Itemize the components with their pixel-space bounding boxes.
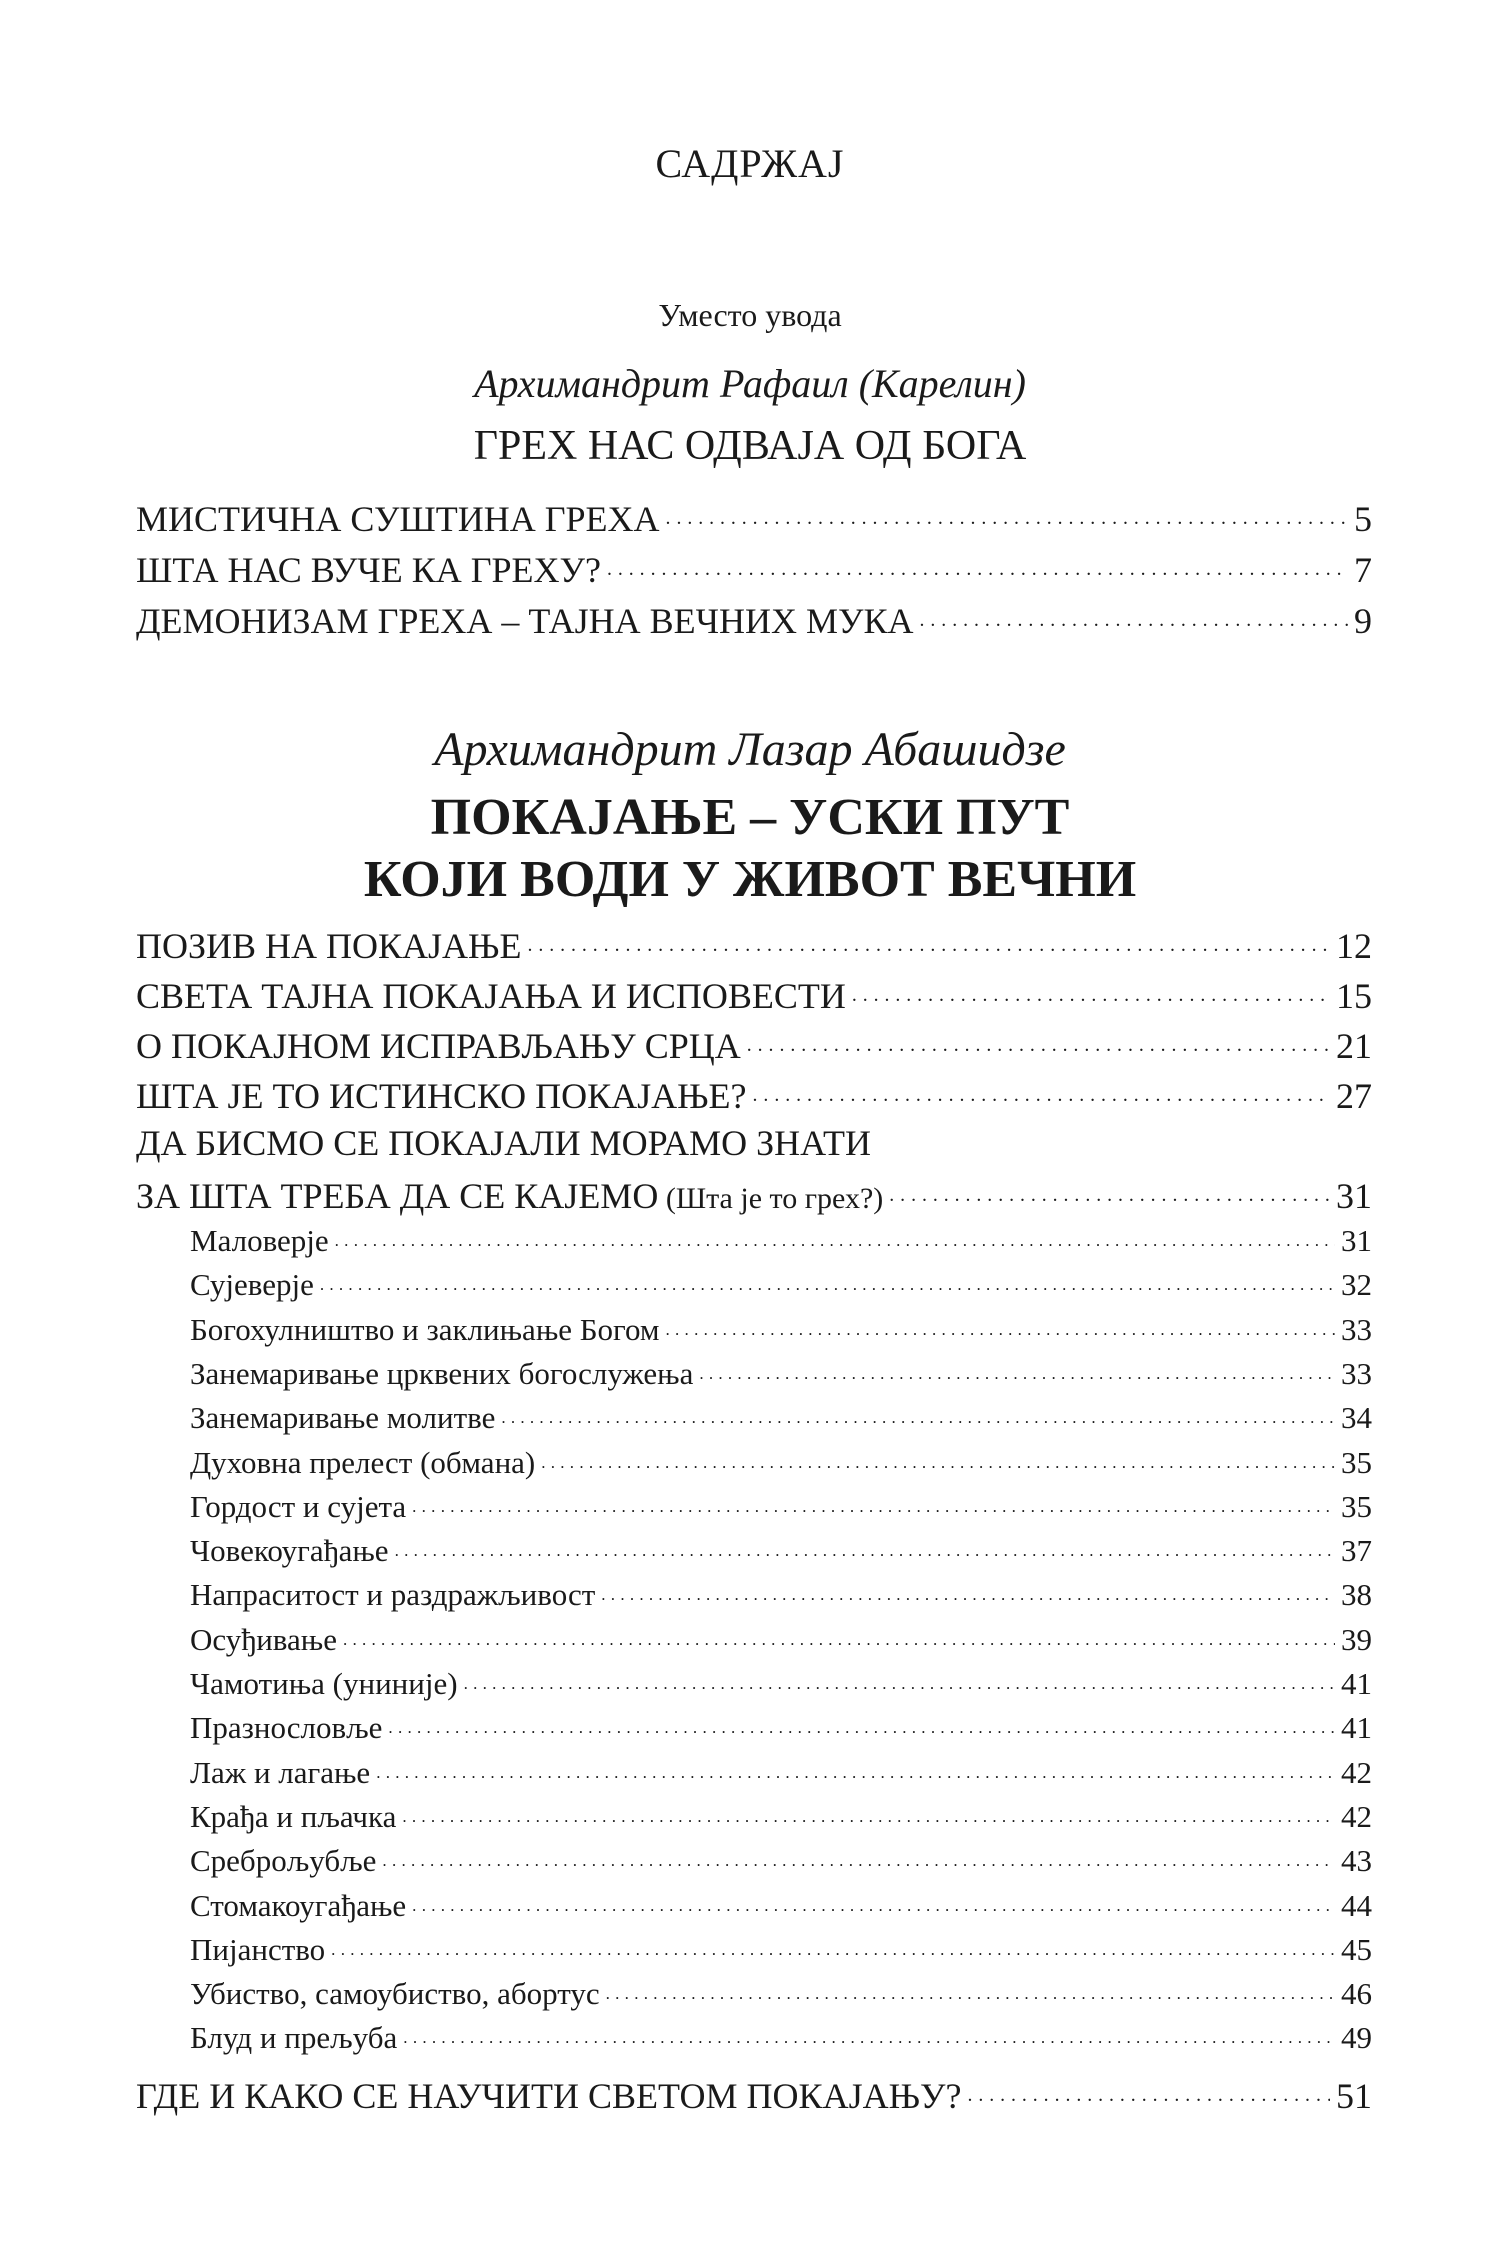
toc-entry-label: Крађа и пљачка	[190, 1799, 397, 1834]
toc-entry-page: 38	[1341, 1577, 1372, 1612]
toc-entry-label: Богохулништво и заклињање Богом	[190, 1312, 660, 1347]
toc-entry-label: ДЕМОНИЗАМ ГРЕХА – ТАЈНА ВЕЧНИХ МУКА	[136, 601, 914, 641]
toc-entry-page: 41	[1341, 1710, 1372, 1745]
dot-leader	[388, 1707, 1335, 1738]
toc-entry-label: Блуд и прељуба	[190, 2020, 398, 2055]
toc-entry-page: 44	[1341, 1888, 1372, 1923]
toc-entry-label: Осуђивање	[190, 1622, 337, 1657]
toc-entry-page: 33	[1341, 1356, 1372, 1391]
toc-entry[interactable]	[136, 1072, 1372, 1117]
toc-entry-page: 31	[1336, 1176, 1372, 1216]
intro-label: Уместо увода	[658, 297, 842, 333]
toc-entry-page: 15	[1336, 976, 1372, 1016]
dot-leader	[395, 1530, 1335, 1561]
toc-entry-label: Човекоугађање	[190, 1533, 389, 1568]
toc-entry-page: 37	[1341, 1533, 1372, 1568]
toc-subentry[interactable]	[190, 1530, 1372, 1569]
toc-entry-label: Занемаривање молитве	[190, 1400, 496, 1435]
toc-entry-page: 42	[1341, 1755, 1372, 1790]
part2-title-line1: ПОКАЈАЊЕ – УСКИ ПУТ	[430, 789, 1070, 846]
toc-entry-page: 35	[1341, 1445, 1372, 1480]
dot-leader	[541, 1442, 1335, 1473]
dot-leader	[382, 1840, 1335, 1871]
toc-entry-page: 51	[1336, 2076, 1372, 2116]
dot-leader	[320, 1264, 1335, 1295]
toc-subentry[interactable]	[190, 1264, 1372, 1303]
toc-subentry[interactable]	[190, 1840, 1372, 1879]
toc-subentry[interactable]	[190, 1309, 1372, 1348]
toc-entry-label: Убиство, самоубиство, абортус	[190, 1976, 600, 2011]
toc-entry-label: Чамотиња (униније)	[190, 1666, 458, 1701]
toc-subentry[interactable]	[190, 1486, 1372, 1525]
toc-entry-label: Среброљубље	[190, 1843, 377, 1878]
toc-entry[interactable]	[136, 1172, 1372, 1217]
toc-entry-page: 34	[1341, 1400, 1372, 1435]
part1-author: Архимандрит Рафаил (Карелин)	[474, 361, 1026, 406]
dot-leader	[967, 2072, 1330, 2108]
dot-leader	[606, 1973, 1335, 2004]
dot-leader	[920, 597, 1348, 633]
dot-leader	[666, 495, 1348, 531]
toc-subentry[interactable]	[190, 1752, 1372, 1791]
toc-entry-label: ШТА НАС ВУЧЕ КА ГРЕХУ?	[136, 550, 601, 590]
toc-entry[interactable]	[136, 1122, 1372, 1164]
page-title: САДРЖАЈ	[655, 141, 845, 186]
toc-subentry[interactable]	[190, 1707, 1372, 1746]
toc-entry-page: 42	[1341, 1799, 1372, 1834]
toc-subentry[interactable]	[190, 1220, 1372, 1259]
dot-leader	[343, 1619, 1335, 1650]
toc-entry-label: ДА БИСМО СЕ ПОКАЈАЛИ МОРАМО ЗНАТИ	[136, 1123, 871, 1163]
toc-entry-note: (Шта је то грех?)	[658, 1182, 884, 1215]
toc-entry-page: 46	[1341, 1976, 1372, 2011]
toc-entry-label: МИСТИЧНА СУШТИНА ГРЕХА	[136, 499, 660, 539]
toc-entry[interactable]	[136, 922, 1372, 967]
toc-entry-label: Сујеверје	[190, 1267, 314, 1302]
dot-leader	[464, 1663, 1335, 1694]
toc-entry-label: О ПОКАЈНОМ ИСПРАВЉАЊУ СРЦА	[136, 1026, 741, 1066]
toc-subentry[interactable]	[190, 1973, 1372, 2012]
toc-entry-page: 5	[1354, 499, 1372, 539]
toc-subentry[interactable]	[190, 1442, 1372, 1481]
toc-entry-page: 32	[1341, 1267, 1372, 1302]
dot-leader	[412, 1486, 1335, 1517]
toc-entry-page: 39	[1341, 1622, 1372, 1657]
dot-leader	[501, 1397, 1335, 1428]
dot-leader	[747, 1022, 1330, 1058]
part2-author: Архимандрит Лазар Абашидзе	[434, 723, 1066, 776]
toc-entry-label: Стомакоугађање	[190, 1888, 407, 1923]
dot-leader	[889, 1172, 1330, 1208]
part2-title-line2: КОЈИ ВОДИ У ЖИВОТ ВЕЧНИ	[363, 851, 1137, 908]
toc-entry-label: Празнословље	[190, 1710, 383, 1745]
dot-leader	[412, 1885, 1335, 1916]
toc-subentry[interactable]	[190, 1397, 1372, 1436]
toc-entry-page: 21	[1336, 1026, 1372, 1066]
toc-entry[interactable]	[136, 1022, 1372, 1067]
toc-entry-label: ЗА ШТА ТРЕБА ДА СЕ КАЈЕМО	[136, 1176, 659, 1216]
toc-subentry[interactable]	[190, 2017, 1372, 2056]
toc-subentry[interactable]	[190, 1619, 1372, 1658]
toc-entry-label: Маловерје	[190, 1223, 329, 1258]
toc-subentry[interactable]	[190, 1796, 1372, 1835]
dot-leader	[699, 1353, 1335, 1384]
toc-entry-label: Лаж и лагање	[190, 1755, 371, 1790]
toc-subentry[interactable]	[190, 1574, 1372, 1613]
toc-entry[interactable]	[136, 495, 1372, 540]
toc-entry-page: 43	[1341, 1843, 1372, 1878]
dot-leader	[376, 1752, 1335, 1783]
toc-subentry[interactable]	[190, 1663, 1372, 1702]
toc-entry-page: 33	[1341, 1312, 1372, 1347]
toc-entry-label: Занемаривање црквених богослужења	[190, 1356, 694, 1391]
toc-entry-label: ПОЗИВ НА ПОКАЈАЊЕ	[136, 926, 522, 966]
dot-leader	[335, 1220, 1335, 1251]
toc-entry-page: 7	[1354, 550, 1372, 590]
toc-entry-label: СВЕТА ТАЈНА ПОКАЈАЊА И ИСПОВЕСТИ	[136, 976, 846, 1016]
part1-title: ГРЕХ НАС ОДВАЈА ОД БОГА	[473, 423, 1027, 469]
dot-leader	[601, 1574, 1335, 1605]
toc-entry-page: 49	[1341, 2020, 1372, 2055]
toc-entry-label: ШТА ЈЕ ТО ИСТИНСКО ПОКАЈАЊЕ?	[136, 1076, 747, 1116]
toc-entry[interactable]	[136, 972, 1372, 1017]
dot-leader	[403, 2017, 1335, 2048]
dot-leader	[607, 546, 1348, 582]
dot-leader	[753, 1072, 1330, 1108]
toc-entry-label: Пијанство	[190, 1932, 326, 1967]
dot-leader	[666, 1309, 1335, 1340]
toc-entry[interactable]	[136, 597, 1372, 642]
toc-entry-page: 9	[1354, 601, 1372, 641]
toc-entry[interactable]	[136, 546, 1372, 591]
toc-entry-label: ГДЕ И КАКО СЕ НАУЧИТИ СВЕТОМ ПОКАЈАЊУ?	[136, 2076, 962, 2116]
dot-leader	[527, 922, 1330, 958]
toc-entry-page: 12	[1336, 926, 1372, 966]
toc-subentry[interactable]	[190, 1929, 1372, 1968]
dot-leader	[852, 972, 1330, 1008]
toc-entry-page: 45	[1341, 1932, 1372, 1967]
toc-entry-label: Напраситост и раздражљивост	[190, 1577, 596, 1612]
toc-entry-page: 35	[1341, 1489, 1372, 1524]
toc-entry[interactable]	[136, 2072, 1372, 2117]
toc-entry-page: 31	[1341, 1223, 1372, 1258]
dot-leader	[402, 1796, 1335, 1827]
toc-subentry[interactable]	[190, 1885, 1372, 1924]
toc-entry-page: 27	[1336, 1076, 1372, 1116]
dot-leader	[331, 1929, 1335, 1960]
toc-entry-label: Гордост и сујета	[190, 1489, 407, 1524]
toc-entry-page: 41	[1341, 1666, 1372, 1701]
toc-entry-label: Духовна прелест (обмана)	[190, 1445, 536, 1480]
toc-subentry[interactable]	[190, 1353, 1372, 1392]
